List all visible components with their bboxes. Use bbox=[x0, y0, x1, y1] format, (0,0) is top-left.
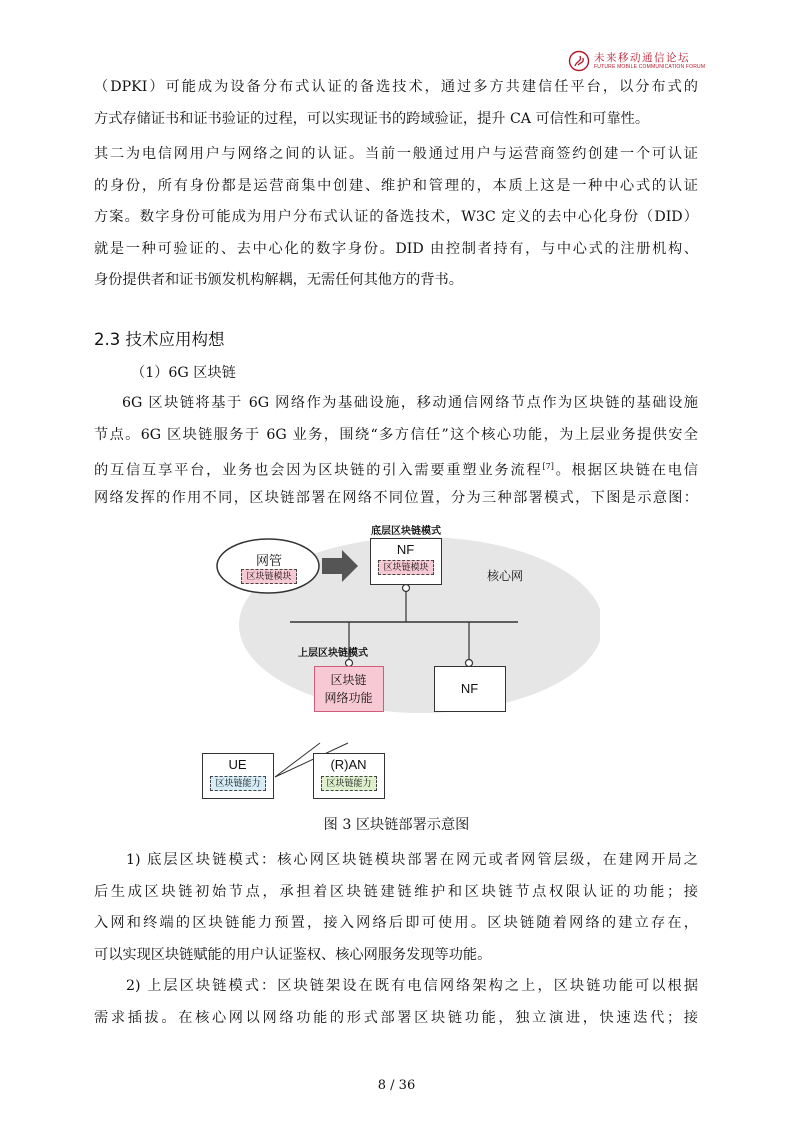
text-line: 身份提供者和证书颁发机构解耦，无需任何其他方的背书。 bbox=[94, 272, 463, 288]
text-line: 的身份，所有身份都是运营商集中创建、维护和管理的，本质上这是一种中心式的认证 bbox=[94, 177, 698, 194]
text-line: 节点。6G 区块链服务于 6G 业务，围绕“多方信任”这个核心功能，为上层业务提供安全 bbox=[94, 426, 698, 443]
citation-ref: [7] bbox=[542, 462, 554, 471]
text-line: 需求插拔。在核心网以网络功能的形式部署区块链功能，独立演进，快速迭代；接 bbox=[94, 1009, 698, 1026]
nf-right-label: NF bbox=[460, 681, 479, 696]
intro-paragraph bbox=[94, 72, 698, 297]
nf-top-box bbox=[370, 538, 442, 585]
forum-logo-icon bbox=[568, 50, 590, 72]
text-line-with-ref bbox=[94, 451, 698, 483]
text-line: 1) 底层区块链模式：核心网区块链模块部署在网元或者网管层级，在建网开局之 bbox=[126, 852, 698, 868]
ue-capability-box: 区块链能力 bbox=[210, 776, 266, 791]
top-mode-label: 上层区块链模式 bbox=[298, 648, 368, 659]
section-heading: 2.3 技术应用构想 bbox=[94, 330, 225, 349]
text-line: 方式存储证书和证书验证的过程，可以实现证书的跨域验证，提升 CA 可信性和可靠性。 bbox=[94, 110, 650, 127]
text-segment: 的互信互享平台，业务也会因为区块链的引入需要重塑业务流程 bbox=[94, 462, 543, 479]
text-line: 网络发挥的作用不同，区块链部署在网络不同位置，分为三种部署模式，下图是示意图： bbox=[94, 489, 698, 506]
nf-top-label: NF bbox=[396, 542, 415, 557]
text-line: 方案。数字身份可能成为用户分布式认证的备选技术，W3C 定义的去中心化身份（DID） bbox=[94, 209, 698, 225]
logo-chinese-text: 未来移动通信论坛 bbox=[594, 52, 690, 64]
ue-box bbox=[202, 753, 274, 799]
logo-english-text: FUTURE MOBILE COMMUNICATION FORUM bbox=[594, 64, 706, 70]
mgmt-module-box: 区块链模块 bbox=[241, 569, 297, 584]
bottom-mode-label: 底层区块链模式 bbox=[371, 526, 441, 537]
text-line: （DPKI）可能成为设备分布式认证的备选技术，通过多方共建信任平台，以分布式的 bbox=[94, 79, 698, 95]
page-number: 8 / 36 bbox=[377, 1078, 416, 1093]
text-line: 就是一种可验证的、去中心化的数字身份。DID 由控制者持有，与中心式的注册机构、 bbox=[94, 240, 698, 257]
ue-label: UE bbox=[228, 757, 247, 772]
bc-func-line2: 网络功能 bbox=[324, 691, 373, 705]
nf-right-box bbox=[434, 666, 506, 712]
deployment-diagram bbox=[200, 520, 600, 805]
core-network-label: 核心网 bbox=[486, 569, 523, 583]
text-line: 其二为电信网用户与网络之间的认证。当前一般通过用户与运营商签约创建一个可认证 bbox=[94, 146, 698, 162]
nf-top-port bbox=[403, 585, 410, 592]
text-line: 6G 区块链将基于 6G 网络作为基础设施，移动通信网络节点作为区块链的基础设施 bbox=[122, 395, 698, 411]
ran-box bbox=[313, 753, 385, 799]
text-segment: 。根据区块链在电信 bbox=[553, 462, 698, 479]
ran-capability-box: 区块链能力 bbox=[321, 776, 377, 791]
text-line: 可以实现区块链赋能的用户认证鉴权、核心网服务发现等功能。 bbox=[94, 946, 492, 963]
text-line: 2) 上层区块链模式：区块链架设在既有电信网络架构之上，区块链功能可以根据 bbox=[126, 978, 698, 994]
figure-caption: 图 3 区块链部署示意图 bbox=[323, 817, 470, 833]
text-line: 后生成区块链初始节点，承担着区块链建链维护和区块链节点权限认证的功能；接 bbox=[94, 883, 698, 900]
text-line: 入网和终端的区块链能力预置，接入网络后即可使用。区块链随着网络的建立存在， bbox=[94, 915, 698, 931]
mgmt-label: 网管 bbox=[255, 553, 282, 568]
subheading: （1）6G 区块链 bbox=[131, 365, 236, 381]
mode-list bbox=[94, 845, 698, 1034]
bc-network-function-box bbox=[314, 666, 384, 712]
nf-top-module-box: 区块链模块 bbox=[378, 560, 434, 575]
bc-func-line1: 区块链 bbox=[330, 673, 367, 687]
ran-label: (R)AN bbox=[330, 757, 367, 772]
blockchain-paragraph bbox=[94, 388, 698, 514]
